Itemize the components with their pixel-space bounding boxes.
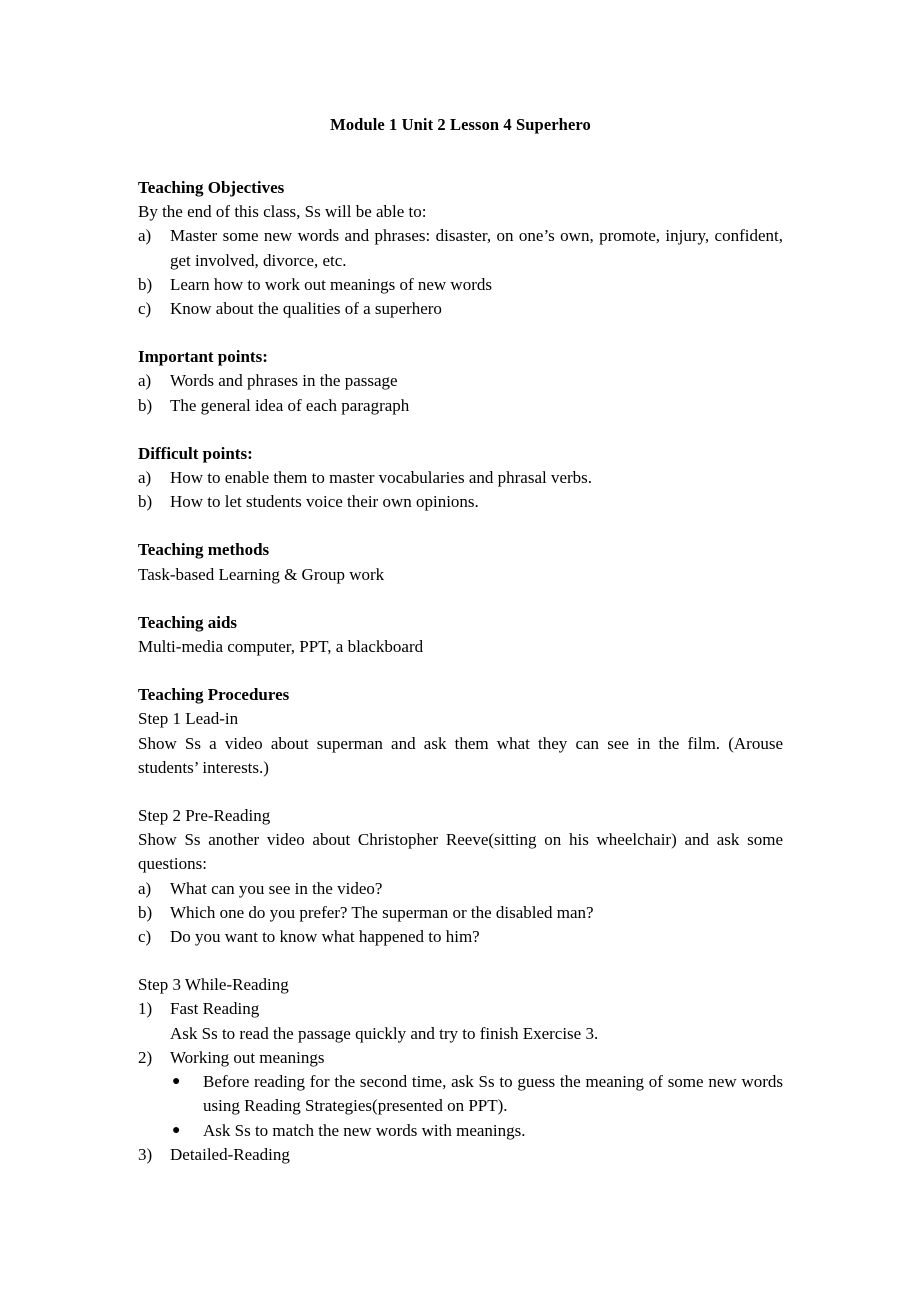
list-item xyxy=(138,925,783,949)
list-marker: c) xyxy=(138,927,152,947)
section-gap xyxy=(138,321,783,345)
objectives-intro: By the end of this class, Ss will be able to: xyxy=(138,202,427,222)
list-item-text: Words and phrases in the passage xyxy=(170,371,398,391)
list-marker: a) xyxy=(138,226,152,246)
section-heading-teaching-aids: Teaching aids xyxy=(138,612,238,632)
list-item xyxy=(138,1119,783,1143)
list-item-text: Which one do you prefer? The superman or the disabled man? xyxy=(170,902,594,922)
section-heading-difficult-points: Difficult points: xyxy=(138,443,253,463)
section-heading-important-points: Important points: xyxy=(138,347,268,367)
list-item-text: Master some new words and phrases: disaster, on one’s own, promote, injury, confident, get involved, divorce, etc. xyxy=(170,226,783,270)
list-item-text: Fast Reading xyxy=(170,999,260,1019)
objectives-list xyxy=(138,224,783,321)
list-item xyxy=(138,369,783,393)
list-item-text: The general idea of each paragraph xyxy=(170,395,410,415)
list-item xyxy=(138,1070,783,1118)
step-1-label: Step 1 Lead-in xyxy=(138,709,239,729)
list-item xyxy=(138,877,783,901)
list-item xyxy=(138,1143,783,1167)
list-item-text: How to let students voice their own opinions. xyxy=(170,492,479,512)
section-gap xyxy=(138,418,783,442)
list-marker: a) xyxy=(138,878,152,898)
list-marker: a) xyxy=(138,468,152,488)
section-heading-teaching-objectives: Teaching Objectives xyxy=(138,178,285,197)
list-marker: b) xyxy=(138,395,153,415)
step-3-item2-bullets xyxy=(138,1070,783,1143)
list-item xyxy=(138,901,783,925)
list-item xyxy=(138,466,783,490)
list-item xyxy=(138,490,783,514)
important-points-list xyxy=(138,369,783,417)
step-1-text: Show Ss a video about superman and ask them what they can see in the film. (Arouse students’ interests.) xyxy=(138,733,783,777)
list-marker: b) xyxy=(138,902,153,922)
step-3-list xyxy=(138,997,783,1166)
list-item-text: Know about the qualities of a superhero xyxy=(170,299,442,319)
title-spacer xyxy=(138,137,783,176)
list-item-text: Learn how to work out meanings of new words xyxy=(170,274,492,294)
list-item xyxy=(138,394,783,418)
step-gap xyxy=(138,780,783,804)
section-gap xyxy=(138,514,783,538)
list-item-text: Do you want to know what happened to him? xyxy=(170,927,480,947)
list-item xyxy=(138,273,783,297)
difficult-points-list xyxy=(138,466,783,514)
list-item-text: Ask Ss to match the new words with meanings. xyxy=(203,1120,526,1140)
section-gap xyxy=(138,659,783,683)
list-item-text: What can you see in the video? xyxy=(170,878,383,898)
step-3-item1-continuation: Ask Ss to read the passage quickly and try to finish Exercise 3. xyxy=(170,1023,599,1043)
list-marker: 2) xyxy=(138,1047,153,1067)
list-marker: c) xyxy=(138,299,152,319)
list-marker: 3) xyxy=(138,1144,153,1164)
step-gap xyxy=(138,949,783,973)
list-item-text: How to enable them to master vocabularies and phrasal verbs. xyxy=(170,468,593,488)
list-marker: a) xyxy=(138,371,152,391)
list-item xyxy=(138,224,783,272)
list-item-text: Before reading for the second time, ask Ss to guess the meaning of some new words using Reading Strategies(presented on PPT). xyxy=(203,1072,783,1116)
teaching-methods-text: Task-based Learning & Group work xyxy=(138,564,385,584)
list-marker: 1) xyxy=(138,999,153,1019)
step-3-label: Step 3 While-Reading xyxy=(138,975,289,995)
section-heading-teaching-procedures: Teaching Procedures xyxy=(138,685,290,705)
step-2-label: Step 2 Pre-Reading xyxy=(138,806,271,826)
list-marker: b) xyxy=(138,492,153,512)
bullet-icon: ● xyxy=(172,1122,181,1138)
section-gap xyxy=(138,587,783,611)
page-title: Module 1 Unit 2 Lesson 4 Superhero xyxy=(330,115,591,134)
list-item-text: Working out meanings xyxy=(170,1047,325,1067)
document-body xyxy=(138,0,783,1167)
list-item xyxy=(138,297,783,321)
step-2-text: Show Ss another video about Christopher Reeve(sitting on his wheelchair) and ask some questions: xyxy=(138,830,783,874)
list-marker: b) xyxy=(138,274,153,294)
teaching-aids-text: Multi-media computer, PPT, a blackboard xyxy=(138,637,424,657)
bullet-icon: ● xyxy=(172,1074,181,1090)
list-item xyxy=(138,1046,783,1070)
step-2-questions-list xyxy=(138,877,783,950)
list-item-text: Detailed-Reading xyxy=(170,1144,290,1164)
section-heading-teaching-methods: Teaching methods xyxy=(138,540,270,560)
list-item xyxy=(138,997,783,1021)
